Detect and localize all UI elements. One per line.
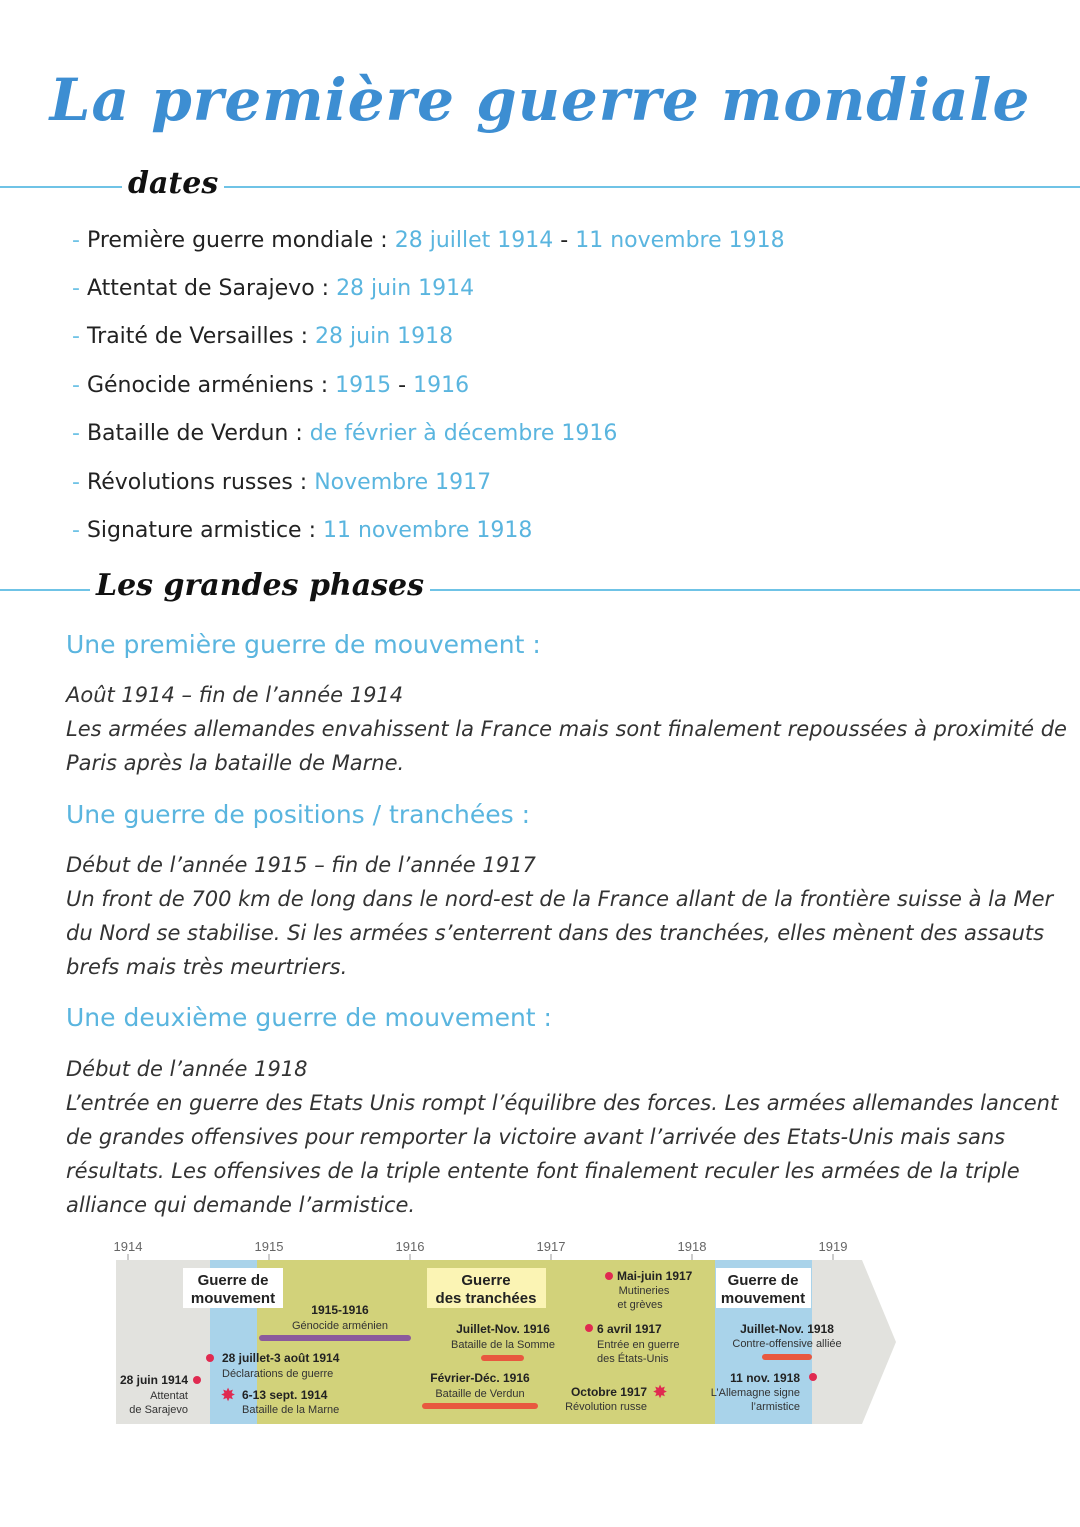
date-value: 28 juin 1918 — [315, 324, 454, 349]
explosion-icon: ✸ — [652, 1382, 668, 1402]
year-label: 1914 — [113, 1239, 143, 1254]
date-value: 28 juillet 1914 — [394, 228, 554, 253]
phase-label: des tranchées — [435, 1290, 537, 1307]
bullet-dash: - — [72, 324, 87, 349]
event-date: 6-13 sept. 1914 — [242, 1388, 328, 1402]
event-dot — [809, 1373, 817, 1381]
date-item — [72, 324, 453, 349]
event-desc: et grèves — [617, 1299, 663, 1311]
date-label: Première guerre mondiale : — [86, 228, 388, 253]
event-date: 6 avril 1917 — [597, 1322, 662, 1336]
event-desc: L’Allemagne signe — [710, 1387, 800, 1399]
date-value: de février à décembre 1916 — [309, 421, 618, 446]
date-item — [72, 228, 785, 253]
event-desc: l’armistice — [751, 1401, 800, 1413]
phases-heading: Les grandes phases — [90, 568, 430, 603]
phase-label: Guerre — [461, 1272, 511, 1289]
date-value: 28 juin 1914 — [336, 276, 475, 301]
date-item — [72, 470, 491, 495]
date-value: 1916 — [413, 373, 470, 398]
date-label: Attentat de Sarajevo : — [86, 276, 330, 301]
date-item — [72, 276, 474, 301]
date-separator: - — [560, 228, 569, 253]
event-desc: Entrée en guerre — [597, 1339, 680, 1351]
page-title: La première guerre mondiale — [49, 66, 1031, 134]
phase-heading: Une première guerre de mouvement : — [66, 630, 541, 659]
bullet-dash: - — [72, 276, 87, 301]
event-dot — [605, 1272, 613, 1280]
phase-heading: Une deuxième guerre de mouvement : — [66, 1003, 552, 1032]
year-label: 1918 — [677, 1239, 707, 1254]
event-desc: Contre-offensive alliée — [732, 1338, 842, 1350]
date-label: Signature armistice : — [86, 518, 316, 543]
date-label: Traité de Versailles : — [86, 324, 309, 349]
year-label: 1915 — [254, 1239, 284, 1254]
phase-label: mouvement — [720, 1290, 806, 1307]
event-date: Juillet-Nov. 1916 — [456, 1322, 550, 1336]
phase-label: Guerre de — [727, 1272, 799, 1289]
phase-label: mouvement — [190, 1290, 276, 1307]
event-dot — [585, 1324, 593, 1332]
event-desc: Bataille de Verdun — [435, 1388, 525, 1400]
date-label: Révolutions russes : — [86, 470, 308, 495]
bullet-dash: - — [72, 518, 87, 543]
date-label: Génocide arméniens : — [86, 373, 329, 398]
phase-label: Guerre de — [197, 1272, 269, 1289]
dates-heading: dates — [122, 166, 224, 201]
event-desc: Révolution russe — [565, 1401, 647, 1413]
date-item — [72, 518, 532, 543]
event-date: 28 juin 1914 — [119, 1373, 188, 1387]
event-desc: Mutineries — [618, 1285, 670, 1297]
event-desc: Bataille de la Somme — [451, 1339, 555, 1351]
phase-heading: Une guerre de positions / tranchées : — [66, 800, 531, 829]
event-date: 1915-1916 — [311, 1303, 369, 1317]
event-desc: Bataille de la Marne — [242, 1404, 340, 1416]
bullet-dash: - — [72, 373, 87, 398]
timeline-figure — [0, 1234, 1080, 1434]
event-date: Juillet-Nov. 1918 — [740, 1322, 834, 1336]
phase-text: Début de l’année 1915 – fin de l’année 1917 Un front de 700 km de long dans le nord-est de la France allant de la frontière suisse à la Mer du Nord se stabilise. Si les armées s’enterrent dans des tranchées, elles mènent des assauts brefs mais très meurtriers. — [66, 853, 1054, 979]
event-date: 28 juillet-3 août 1914 — [222, 1351, 340, 1365]
date-value: 1915 — [335, 373, 392, 398]
event-date: 11 nov. 1918 — [730, 1371, 800, 1385]
date-separator: - — [398, 373, 407, 398]
phase-text: Août 1914 – fin de l’année 1914 Les armées allemandes envahissent la France mais sont finalement repoussées à proximité de Paris après la bataille de Marne. — [66, 683, 1067, 775]
event-date: Mai-juin 1917 — [617, 1269, 693, 1283]
date-value: Novembre 1917 — [314, 470, 492, 495]
phase-text: Début de l’année 1918 L’entrée en guerre des Etats Unis rompt l’équilibre des forces. Les armées allemandes lancent de grandes offensives pour remporter la victoire avant l’arrivée des Etats-Unis mais sans résultats. Les offensives de la triple entente font finalement reculer les armées de la triple alliance qui demande l’armistice. — [66, 1057, 1059, 1217]
date-item — [72, 421, 617, 446]
event-dot — [206, 1354, 214, 1362]
date-value: 11 novembre 1918 — [322, 518, 533, 543]
year-label: 1916 — [395, 1239, 425, 1254]
date-value: 11 novembre 1918 — [575, 228, 785, 253]
event-desc: des États-Unis — [597, 1353, 669, 1365]
year-label: 1919 — [818, 1239, 848, 1254]
event-desc: Attentat — [150, 1390, 188, 1402]
date-label: Bataille de Verdun : — [86, 421, 303, 446]
year-axis — [114, 1239, 848, 1260]
bullet-dash: - — [72, 470, 87, 495]
event-desc: de Sarajevo — [129, 1404, 188, 1416]
year-label: 1917 — [536, 1239, 566, 1254]
bullet-dash: - — [72, 228, 87, 253]
event-dot — [193, 1376, 201, 1384]
bullet-dash: - — [72, 421, 87, 446]
event-date: Février-Déc. 1916 — [430, 1371, 530, 1385]
event-desc: Déclarations de guerre — [222, 1368, 334, 1380]
event-desc: Génocide arménien — [291, 1320, 389, 1332]
event-date: Octobre 1917 — [570, 1385, 647, 1399]
explosion-icon: ✸ — [220, 1385, 236, 1405]
date-item — [72, 373, 469, 398]
